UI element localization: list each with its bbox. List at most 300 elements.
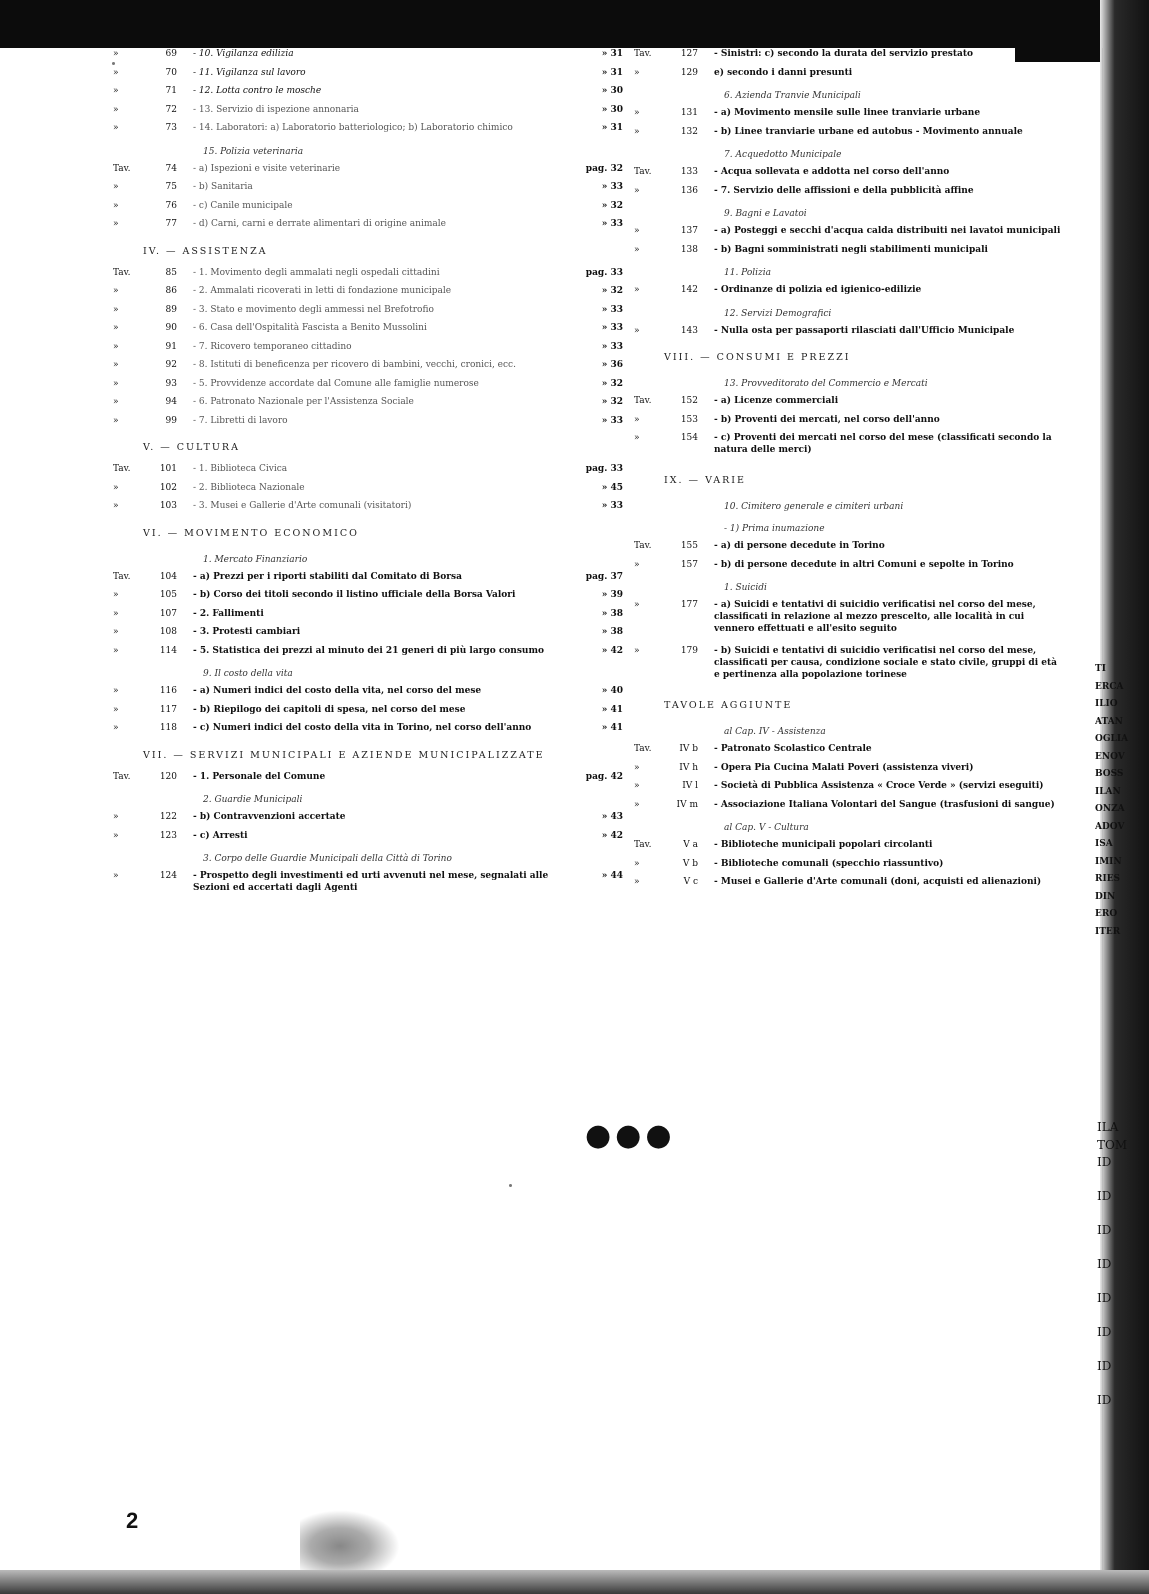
index-entry	[634, 395, 1104, 414]
table-prefix: »	[113, 304, 119, 315]
section-heading: VI. — MOVIMENTO ECONOMICO	[143, 527, 359, 539]
entry-title: - 1. Movimento degli ammalati negli ospedali cittadini	[193, 267, 440, 278]
right-scan-border	[1100, 0, 1149, 1594]
page-reference: » 30	[601, 86, 623, 96]
table-number: 76	[165, 200, 177, 211]
table-number: 116	[159, 686, 177, 696]
index-entry	[634, 559, 1104, 578]
index-entry	[113, 626, 623, 645]
entry-title: - 3. Protesti cambiari	[193, 627, 301, 637]
scan-speck	[509, 1184, 512, 1187]
entry-title: - b) Linee tranviarie urbane ed autobus - Movimento annuale	[714, 126, 1023, 137]
index-entry	[113, 870, 623, 904]
page-reference: pag. 32	[585, 163, 623, 174]
entry-title: - c) Numeri indici del costo della vita in Torino, nel corso dell'anno	[193, 723, 532, 733]
page-reference: » 33	[601, 219, 623, 229]
page-reference: » 33	[601, 304, 623, 315]
entry-title: - 8. Istituti di beneficenza per ricovero di bambini, vecchi, cronici, ecc.	[193, 360, 516, 370]
entry-title: - b) Bagni somministrati negli stabilimenti municipali	[714, 244, 988, 255]
index-entry	[113, 589, 623, 608]
index-entry	[634, 185, 1104, 204]
table-number: 117	[159, 704, 177, 715]
table-prefix: »	[634, 285, 640, 295]
edge-fragment: TOM	[1097, 1138, 1128, 1152]
entry-title: - a) di persone decedute in Torino	[714, 541, 885, 551]
subsection-heading: 9. Il costo della vita	[203, 669, 293, 679]
edge-fragment: ID	[1097, 1291, 1112, 1305]
entry-title: - 14. Laboratori: a) Laboratorio batteriologico; b) Laboratorio chimico	[193, 123, 513, 133]
table-number: 129	[680, 67, 698, 78]
index-entry	[634, 107, 1104, 126]
entry-title: - b) Suicidi e tentativi di suicidio verificatisi nel corso del mese, classificati per causa, condizione sociale e stato civile, gruppi di età e pertinenza alla popolazione torinese	[714, 646, 1057, 680]
page-reference: » 33	[601, 415, 623, 426]
index-entry	[113, 396, 623, 415]
index-entry	[113, 771, 623, 790]
table-number: V b	[682, 858, 698, 869]
entry-title: - Nulla osta per passaporti rilasciati dall'Ufficio Municipale	[714, 325, 1015, 336]
index-entry	[634, 166, 1104, 185]
page-reference: » 41	[601, 704, 623, 715]
edge-fragment: ID	[1097, 1393, 1112, 1407]
page-reference: » 32	[601, 286, 623, 296]
entry-title: - Sinistri: c) secondo la durata del servizio prestato	[714, 49, 974, 59]
table-prefix: »	[634, 67, 640, 78]
entry-title: - b) Proventi dei mercati, nel corso dell'anno	[714, 414, 940, 425]
entry-title: - c) Canile municipale	[193, 200, 293, 211]
table-number: 93	[165, 378, 177, 389]
entry-title: - 1. Personale del Comune	[193, 771, 326, 782]
index-entry	[634, 762, 1104, 781]
section-end-ornament: ●●●	[585, 1118, 676, 1153]
entry-title: - 12. Lotta contro le mosche	[193, 86, 322, 96]
index-entry	[113, 722, 623, 741]
entry-title: - 13. Servizio di ispezione annonaria	[193, 104, 359, 115]
table-prefix: »	[113, 482, 119, 493]
table-number: 94	[165, 397, 177, 407]
entry-title: - a) Movimento mensile sulle linee tranviarie urbane	[714, 108, 981, 118]
table-prefix: »	[113, 341, 119, 352]
table-prefix: »	[113, 686, 119, 696]
subsection-heading: 1. Suicidi	[724, 583, 767, 593]
page-reference: » 32	[601, 200, 623, 211]
table-prefix: »	[113, 219, 119, 229]
index-entry	[113, 608, 623, 627]
page-number: 2	[126, 1508, 139, 1533]
table-number: 72	[165, 104, 177, 115]
table-number: 85	[165, 267, 177, 278]
index-entry	[113, 378, 623, 397]
table-prefix: Tav.	[634, 744, 652, 754]
table-number: 155	[680, 541, 698, 551]
index-entry	[634, 780, 1104, 799]
entry-title: - a) Ispezioni e visite veterinarie	[193, 163, 341, 174]
index-entry	[634, 858, 1104, 877]
scan-smudge	[300, 1510, 400, 1570]
table-number: 132	[680, 126, 698, 137]
index-entry	[113, 482, 623, 501]
page-reference: » 30	[601, 104, 623, 115]
index-entry	[634, 743, 1104, 762]
index-entry	[634, 645, 1104, 691]
table-prefix: »	[634, 559, 640, 570]
entry-title: - d) Carni, carni e derrate alimentari di origine animale	[193, 219, 446, 229]
page-reference: » 39	[601, 590, 623, 600]
bottom-scan-border	[0, 1570, 1149, 1594]
table-number: 122	[159, 812, 177, 822]
table-number: 102	[159, 482, 177, 493]
index-entry	[634, 432, 1104, 466]
entry-title: - 1. Biblioteca Civica	[193, 464, 288, 474]
index-entry	[113, 830, 623, 849]
index-entry	[113, 704, 623, 723]
table-number: 73	[165, 123, 177, 133]
table-prefix: »	[113, 378, 119, 389]
entry-title: - 3. Musei e Gallerie d'Arte comunali (visitatori)	[193, 501, 412, 511]
entry-title: - 11. Vigilanza sul lavoro	[193, 67, 306, 78]
table-number: 138	[680, 244, 698, 255]
index-entry	[113, 285, 623, 304]
page-reference: » 31	[601, 49, 623, 59]
page-reference: » 33	[601, 182, 623, 192]
table-prefix: »	[113, 812, 119, 822]
page-reference: » 42	[601, 830, 623, 841]
index-entry	[113, 322, 623, 341]
table-number: 118	[159, 723, 177, 733]
edge-fragment: ID	[1097, 1189, 1112, 1203]
edge-fragment: ILAN	[1095, 786, 1121, 797]
table-number: 92	[165, 360, 177, 370]
subsection-heading: 1. Mercato Finanziario	[203, 554, 308, 565]
entry-title: - a) Licenze commerciali	[714, 396, 839, 406]
index-entry	[634, 284, 1104, 303]
edge-fragment: ERO	[1095, 909, 1118, 919]
table-prefix: »	[113, 590, 119, 600]
table-prefix: »	[113, 182, 119, 192]
index-entry	[113, 181, 623, 200]
entry-title: e) secondo i danni presunti	[714, 67, 853, 78]
page-reference: » 31	[601, 67, 623, 78]
entry-title: - a) Prezzi per i riporti stabiliti dal Comitato di Borsa	[193, 571, 462, 582]
entry-title: - c) Arresti	[193, 830, 248, 841]
index-column-left	[113, 48, 623, 904]
page-reference: » 41	[601, 723, 623, 733]
edge-fragment: ILA	[1097, 1120, 1119, 1134]
entry-title: - 2. Biblioteca Nazionale	[193, 482, 305, 493]
entry-title: - Società di Pubblica Assistenza « Croce Verde » (servizi eseguiti)	[714, 781, 1044, 791]
table-prefix: »	[634, 781, 640, 791]
index-entry	[113, 218, 623, 237]
table-number: 90	[165, 323, 177, 333]
edge-fragment: RIES	[1095, 874, 1121, 884]
edge-fragment: ID	[1097, 1155, 1112, 1169]
scan-speck	[112, 62, 115, 65]
table-number: IV h	[679, 762, 698, 773]
entry-title: - c) Proventi dei mercati nel corso del mese (classificati secondo la natura delle merci)	[714, 433, 1052, 455]
index-entry	[634, 126, 1104, 145]
entry-title: - 2. Fallimenti	[193, 608, 264, 619]
edge-fragment: ISA	[1095, 839, 1113, 849]
page-reference: » 38	[601, 608, 623, 619]
entry-title: - Prospetto degli investimenti ed urti avvenuti nel mese, segnalati alle Sezioni ed accertati dagli Agenti	[193, 871, 549, 893]
index-entry	[113, 415, 623, 434]
page-reference: pag. 33	[585, 267, 623, 278]
table-number: 136	[680, 185, 698, 196]
table-prefix: »	[113, 723, 119, 733]
entry-title: - Biblioteche comunali (specchio riassuntivo)	[714, 858, 944, 869]
table-number: 105	[159, 590, 177, 600]
entry-title: - a) Numeri indici del costo della vita, nel corso del mese	[193, 686, 482, 696]
table-prefix: »	[634, 226, 640, 236]
entry-title: - a) Posteggi e secchi d'acqua calda distribuiti nei lavatoi municipali	[714, 226, 1060, 236]
index-entry	[113, 359, 623, 378]
table-prefix: Tav.	[113, 163, 131, 174]
section-heading: VII. — SERVIZI MUNICIPALI E AZIENDE MUNICIPALIZZATE	[143, 749, 545, 761]
index-entry	[634, 876, 1104, 895]
edge-fragment: ID	[1097, 1257, 1112, 1271]
table-number: IV b	[679, 744, 698, 754]
page-reference: » 38	[601, 627, 623, 637]
table-prefix: »	[634, 858, 640, 869]
subsection-heading: 13. Provveditorato del Commercio e Mercati	[724, 379, 928, 389]
entry-title: - Acqua sollevata e addotta nel corso dell'anno	[714, 167, 950, 177]
table-prefix: Tav.	[634, 49, 652, 59]
table-number: 74	[165, 163, 177, 174]
edge-fragment: ONZA	[1095, 804, 1125, 814]
index-entry	[634, 414, 1104, 433]
page-reference: pag. 37	[585, 571, 623, 582]
entry-title: - 6. Casa dell'Ospitalità Fascista a Benito Mussolini	[193, 323, 427, 333]
subsection-heading: 9. Bagni e Lavatoi	[724, 209, 807, 219]
table-prefix: »	[634, 433, 640, 443]
page-reference: » 31	[601, 123, 623, 133]
table-prefix: »	[634, 414, 640, 425]
table-number: IV l	[682, 781, 698, 791]
table-prefix: »	[634, 325, 640, 336]
edge-fragment: ENOV	[1095, 751, 1125, 762]
table-number: 153	[680, 414, 698, 425]
entry-title: - Associazione Italiana Volontari del Sangue (trasfusioni di sangue)	[714, 799, 1055, 810]
index-entry	[113, 122, 623, 141]
table-prefix: »	[113, 645, 119, 656]
subsection-heading: al Cap. V - Cultura	[724, 823, 809, 833]
entry-title: - 7. Servizio delle affissioni e della pubblicità affine	[714, 185, 974, 196]
page-reference: » 32	[601, 378, 623, 389]
table-prefix: »	[113, 397, 119, 407]
table-number: V a	[683, 840, 698, 850]
index-column-right	[634, 48, 1104, 895]
subsection-heading: 6. Azienda Tranvie Municipali	[724, 91, 861, 101]
table-prefix: »	[113, 501, 119, 511]
entry-title: - b) Sanitaria	[193, 182, 253, 192]
table-prefix: Tav.	[113, 771, 131, 782]
table-prefix: »	[634, 646, 640, 656]
edge-fragment: BOSS	[1095, 769, 1124, 779]
edge-fragment: ID	[1097, 1223, 1112, 1237]
entry-title: - 2. Ammalati ricoverati in letti di fondazione municipale	[193, 286, 452, 296]
page-reference: » 44	[601, 871, 623, 881]
index-entry	[634, 839, 1104, 858]
table-number: 101	[159, 464, 177, 474]
table-number: 75	[165, 182, 177, 192]
entry-title: - b) Riepilogo dei capitoli di spesa, nel corso del mese	[193, 704, 466, 715]
table-prefix: »	[634, 108, 640, 118]
table-prefix: »	[113, 830, 119, 841]
subsection-heading: - 1) Prima inumazione	[724, 524, 825, 534]
table-prefix: Tav.	[634, 541, 652, 551]
index-entry	[113, 685, 623, 704]
table-prefix: »	[634, 244, 640, 255]
table-prefix: »	[634, 762, 640, 773]
table-prefix: »	[634, 185, 640, 196]
index-entry	[634, 225, 1104, 244]
page-reference: » 43	[601, 812, 623, 822]
table-number: 142	[680, 285, 698, 295]
page-reference: » 36	[601, 360, 623, 370]
entry-title: - b) di persone decedute in altri Comuni e sepolte in Torino	[714, 559, 1014, 570]
edge-fragment: IMIN	[1095, 856, 1122, 867]
subsection-heading: 2. Guardie Municipali	[203, 795, 303, 805]
page-reference: » 33	[601, 341, 623, 352]
index-entry	[634, 540, 1104, 559]
subsection-heading: 11. Polizia	[724, 268, 772, 278]
index-entry	[634, 67, 1104, 86]
table-number: 143	[680, 325, 698, 336]
edge-fragment: ITER	[1095, 926, 1121, 937]
table-number: 152	[680, 396, 698, 406]
index-entry	[113, 163, 623, 182]
table-prefix: »	[113, 360, 119, 370]
entry-title: - Biblioteche municipali popolari circolanti	[714, 840, 933, 850]
table-prefix: »	[113, 49, 119, 59]
subsection-heading: 3. Corpo delle Guardie Municipali della Città di Torino	[203, 854, 452, 864]
section-heading: IV. — ASSISTENZA	[143, 245, 268, 257]
table-number: 179	[680, 646, 698, 656]
table-prefix: »	[113, 627, 119, 637]
index-entry	[113, 48, 623, 67]
table-number: V c	[683, 877, 698, 887]
index-entry	[113, 811, 623, 830]
index-entry	[634, 599, 1104, 645]
index-entry	[113, 267, 623, 286]
table-number: 77	[165, 219, 177, 229]
table-number: 99	[165, 415, 177, 426]
table-number: 124	[159, 871, 177, 881]
page-reference: » 45	[601, 482, 623, 493]
edge-fragment: ATAN	[1095, 716, 1123, 727]
table-prefix: »	[634, 126, 640, 137]
entry-title: - Ordinanze di polizia ed igienico-edilizie	[714, 285, 922, 295]
subsection-heading: 15. Polizia veterinaria	[203, 146, 304, 157]
table-number: 127	[680, 49, 698, 59]
table-number: 104	[159, 571, 177, 582]
table-prefix: »	[113, 200, 119, 211]
table-prefix: »	[634, 600, 640, 610]
table-prefix: »	[634, 799, 640, 810]
subsection-heading: 10. Cimitero generale e cimiteri urbani	[724, 502, 904, 512]
entry-title: - b) Contravvenzioni accertate	[193, 812, 346, 822]
table-prefix: »	[113, 323, 119, 333]
entry-title: - 6. Patronato Nazionale per l'Assistenza Sociale	[193, 397, 414, 407]
table-number: 120	[159, 771, 177, 782]
subsection-heading: al Cap. IV - Assistenza	[724, 727, 826, 737]
edge-fragment: DIN	[1095, 891, 1116, 902]
entry-title: - 5. Provvidenze accordate dal Comune alle famiglie numerose	[193, 378, 479, 389]
page-reference: » 33	[601, 501, 623, 511]
table-prefix: »	[113, 286, 119, 296]
table-number: 91	[165, 341, 177, 352]
page-reference: » 33	[601, 323, 623, 333]
entry-title: - Opera Pia Cucina Malati Poveri (assistenza viveri)	[714, 762, 974, 773]
table-number: 89	[165, 304, 177, 315]
edge-fragment: ID	[1097, 1325, 1112, 1339]
entry-title: - b) Corso dei titoli secondo il listino ufficiale della Borsa Valori	[193, 590, 516, 600]
table-prefix: »	[113, 123, 119, 133]
edge-fragment: ERCA	[1095, 681, 1124, 692]
entry-title: - 10. Vigilanza edilizia	[193, 49, 294, 59]
table-prefix: »	[113, 871, 119, 881]
section-heading: TAVOLE AGGIUNTE	[664, 700, 793, 711]
entry-title: - 7. Ricovero temporaneo cittadino	[193, 341, 352, 352]
index-entry	[113, 341, 623, 360]
table-prefix: Tav.	[634, 167, 652, 177]
table-prefix: Tav.	[113, 571, 131, 582]
entry-title: - 7. Libretti di lavoro	[193, 415, 288, 426]
table-number: 108	[159, 627, 177, 637]
table-prefix: Tav.	[634, 396, 652, 406]
index-entry	[113, 200, 623, 219]
table-number: 131	[680, 108, 698, 118]
table-number: 154	[680, 433, 698, 443]
table-number: 123	[159, 830, 177, 841]
edge-fragment: ID	[1097, 1359, 1112, 1373]
section-heading: VIII. — CONSUMI E PREZZI	[664, 352, 851, 363]
table-number: 133	[680, 167, 698, 177]
table-number: 69	[165, 49, 177, 59]
index-entry	[113, 104, 623, 123]
table-number: 177	[680, 600, 698, 610]
index-entry	[113, 85, 623, 104]
index-entry	[113, 304, 623, 323]
table-number: 157	[680, 559, 698, 570]
entry-title: - Musei e Gallerie d'Arte comunali (doni, acquisti ed alienazioni)	[714, 877, 1042, 887]
index-entry	[634, 799, 1104, 818]
table-number: 137	[680, 226, 698, 236]
page-reference: » 32	[601, 397, 623, 407]
table-prefix: »	[113, 415, 119, 426]
entry-title: - 5. Statistica dei prezzi al minuto dei 21 generi di più largo consumo	[193, 645, 544, 656]
top-scan-border	[0, 0, 1149, 48]
table-prefix: »	[113, 704, 119, 715]
table-prefix: »	[113, 86, 119, 96]
entry-title: - Patronato Scolastico Centrale	[714, 744, 872, 754]
entry-title: - a) Suicidi e tentativi di suicidio verificatisi nel corso del mese, classificati in relazione al mezzo prescelto, alle località in cui vennero effettuati e all'esito seguito	[714, 600, 1036, 634]
edge-fragment: OGLIA	[1095, 734, 1129, 744]
index-entry	[113, 645, 623, 664]
table-number: 114	[159, 645, 177, 656]
entry-title: - 3. Stato e movimento degli ammessi nel Brefotrofio	[193, 304, 434, 315]
index-entry	[113, 463, 623, 482]
page-reference: pag. 42	[585, 771, 623, 782]
page-reference: pag. 33	[585, 464, 623, 474]
table-prefix: Tav.	[113, 267, 131, 278]
table-prefix: »	[113, 104, 119, 115]
index-entry	[113, 500, 623, 519]
index-entry	[634, 48, 1104, 67]
section-heading: V. — CULTURA	[143, 442, 240, 453]
page-reference: » 40	[601, 686, 623, 696]
index-entry	[113, 67, 623, 86]
page-reference: » 42	[601, 645, 623, 656]
